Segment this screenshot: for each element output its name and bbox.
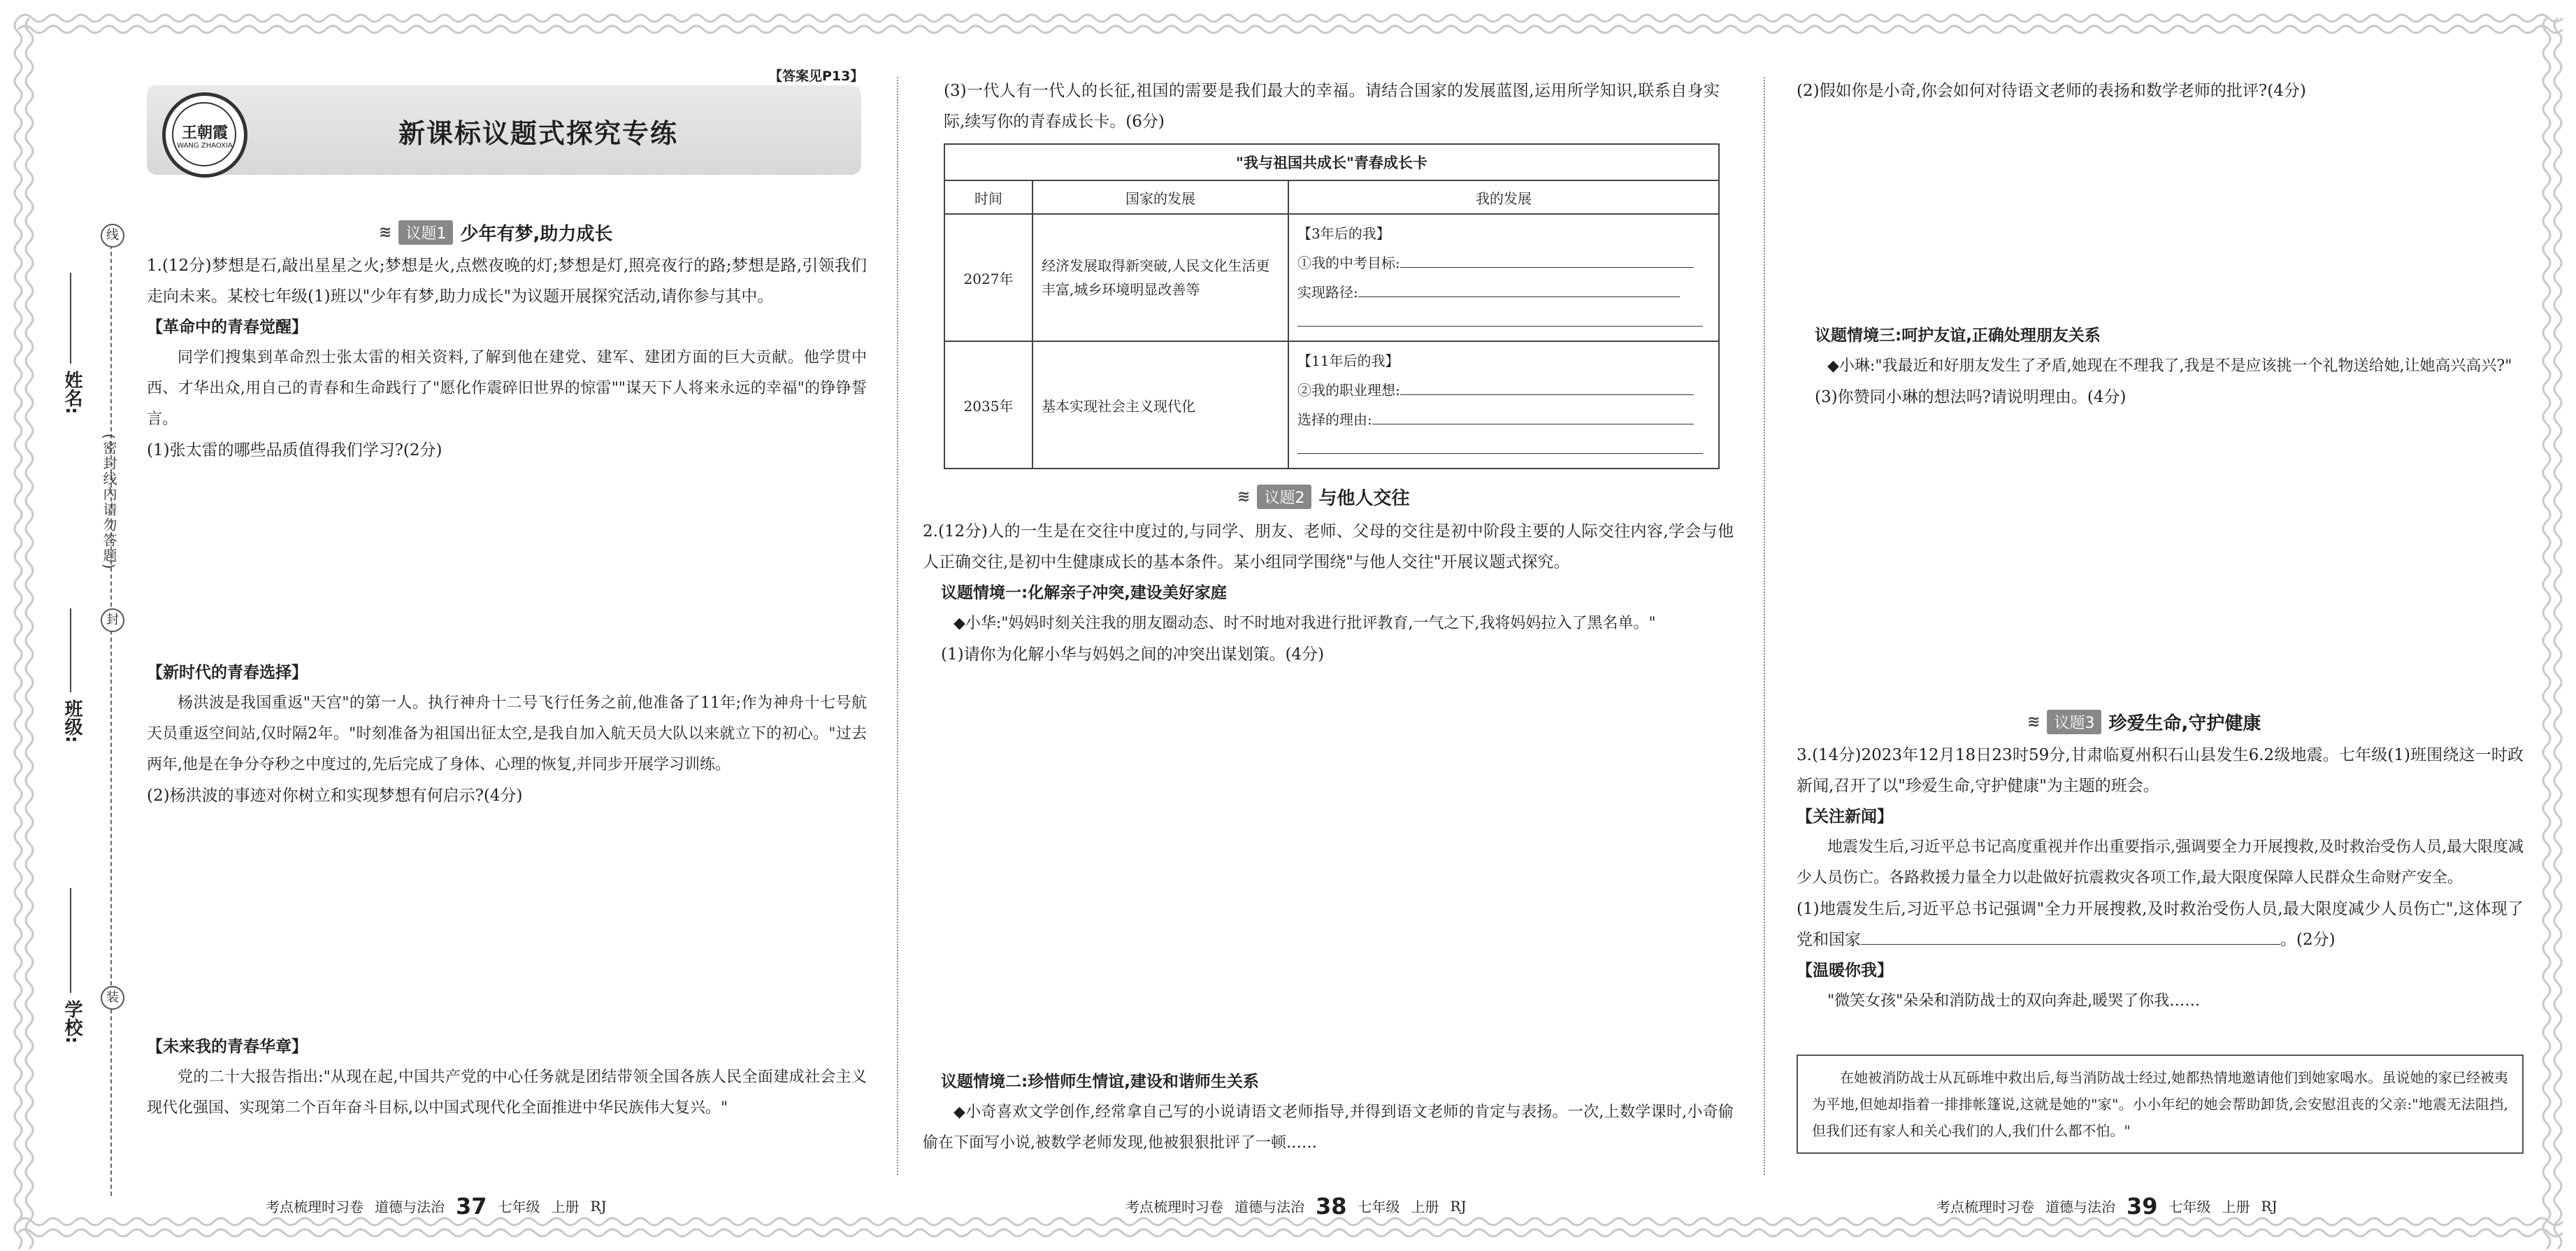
row-me-line1: ②我的职业理想:: [1297, 382, 1400, 399]
answer-blank[interactable]: [1297, 434, 1703, 454]
topic-tag: 议题1: [398, 220, 453, 245]
row-me-line2: 实现路径:: [1297, 284, 1358, 301]
name-label: 姓名:: [62, 371, 82, 415]
binding-margin: [57, 168, 134, 1077]
story-text: 在她被消防战士从瓦砾堆中救出后,每当消防战士经过,她都热情地邀请他们到她家喝水。虽说她的家已经被夷为平地,但她却指着一排排帐篷说,这就是她的"家"。小小年纪的她会帮助卸货,会安慰沮丧的父亲:"地震无法阻挡,但我们还有家人和关心我们的人,我们什么都不怕。": [1812, 1069, 2508, 1139]
column-header: 我的发展: [1288, 180, 1719, 214]
answer-reference: 【答案见P13】: [769, 69, 864, 84]
row-nation: 基本实现社会主义现代化: [1032, 341, 1288, 469]
section-heading: 【关注新闻】: [1797, 808, 1893, 826]
page-footer: [1125, 1161, 1467, 1251]
table-row: [944, 214, 1719, 341]
question-3: [1797, 740, 2524, 1017]
scenario-text: ◆小琳:"我最近和好朋友发生了矛盾,她现在不理我了,我是不是应该挑一个礼物送给她,让她高兴高兴?": [1827, 357, 2512, 375]
sub-question-text: (1)地震发生后,习近平总书记强调"全力开展搜救,及时救治受伤人员,最大限度减少人员伤亡",这体现了党和国家: [1797, 900, 2524, 949]
answer-blank[interactable]: [1372, 404, 1694, 424]
footer-term: 上册: [2222, 1199, 2250, 1215]
material-text: "微笑女孩"朵朵和消防战士的双向奔赴,暖哭了你我……: [1827, 992, 2201, 1010]
question-1-part-3: [147, 1031, 867, 1124]
topic-title: 珍爱生命,守护健康: [2108, 713, 2261, 734]
row-time: 2035年: [944, 341, 1032, 469]
row-me-heading: 【3年后的我】: [1297, 225, 1390, 242]
growth-card-table: [944, 143, 1720, 469]
wave-icon: ≋: [2027, 713, 2041, 731]
sub-question: (1)请你为化解小华与妈妈之间的冲突出谋划策。(4分): [941, 645, 1325, 664]
answer-blank[interactable]: [1400, 375, 1694, 395]
footer-version: RJ: [2261, 1197, 2278, 1215]
question-2-part-2-prompt: [1797, 76, 2524, 106]
story-box: [1797, 1055, 2524, 1154]
sub-question: (2)假如你是小奇,你会如何对待语文老师的表扬和数学老师的批评?(4分): [1797, 82, 2306, 100]
topic-title: 少年有梦,助力成长: [460, 224, 613, 245]
section-heading: 【新时代的青春选择】: [147, 664, 308, 682]
question-stem: 1.(12分)梦想是石,敲出星星之火;梦想是火,点燃夜晚的灯;梦想是灯,照亮夜行的路;梦想是路,引领我们走向未来。某校七年级(1)班以"少年有梦,助力成长"为议题开展探究活动,请你参与其中。: [147, 257, 867, 306]
wave-icon: ≋: [379, 224, 392, 241]
scenario-text: ◆小华:"妈妈时刻关注我的朋友圈动态、时不时地对我进行批评教育,一气之下,我将妈妈拉入了黑名单。": [954, 615, 1656, 632]
question-2-part-3: [1797, 320, 2524, 413]
column-divider: [1764, 77, 1765, 1175]
logo-text: 王朝霞: [181, 124, 228, 142]
column-divider: [897, 77, 898, 1175]
topic-title: 与他人交往: [1318, 488, 1410, 509]
scenario-text: ◆小奇喜欢文学创作,经常拿自己写的小说请语文老师指导,并得到语文老师的肯定与表扬。一次,上数学课时,小奇偷偷在下面写小说,被数学老师发现,他被狠狠批评了一顿……: [923, 1103, 1734, 1152]
row-me-heading: 【11年后的我】: [1297, 352, 1399, 369]
footer-subject: 道德与法治: [2045, 1199, 2115, 1215]
column-header: 国家的发展: [1032, 180, 1288, 214]
answer-blank[interactable]: [1297, 306, 1703, 327]
material-text: 同学们搜集到革命烈士张太雷的相关资料,了解到他在建党、建军、建团方面的巨大贡献。他学贯中西、才华出众,用自己的青春和生命践行了"愿化作震碎旧世界的惊雷""谋天下人将来永远的幸福"的铮铮誓言。: [147, 349, 867, 428]
row-me-line1: ①我的中考目标:: [1297, 255, 1400, 271]
question-1-part-3-prompt: [944, 76, 1720, 137]
scenario-heading: 议题情境三:呵护友谊,正确处理朋友关系: [1815, 327, 2101, 345]
school-label: 学校:: [62, 1000, 82, 1044]
bind-marker: 装: [101, 986, 124, 1010]
table-caption: "我与祖国共成长"青春成长卡: [944, 144, 1719, 180]
topic-heading-1: [379, 220, 612, 245]
answer-blank[interactable]: [1400, 248, 1694, 268]
page-38: [923, 0, 1734, 1251]
sub-question: (3)一代人有一代人的长征,祖国的需要是我们最大的幸福。请结合国家的发展蓝图,运用所学知识,联系自身实际,续写你的青春成长卡。(6分): [944, 82, 1720, 131]
footer-grade: 七年级: [1358, 1199, 1400, 1215]
footer-series: 考点梳理时习卷: [1936, 1199, 2034, 1215]
question-stem: 3.(14分)2023年12月18日23时59分,甘肃临夏州积石山县发生6.2级地震。七年级(1)班围绕这一时政新闻,召开了以"珍爱生命,守护健康"为主题的班会。: [1797, 746, 2524, 795]
row-nation: 经济发展取得新突破,人民文化生活更丰富,城乡环境明显改善等: [1032, 214, 1288, 341]
section-heading: 【温暖你我】: [1797, 962, 1893, 980]
footer-term: 上册: [551, 1199, 580, 1215]
page-title: 新课标议题式探究专练: [398, 118, 679, 149]
page-footer: [1936, 1161, 2278, 1251]
row-me-line2: 选择的理由:: [1297, 411, 1372, 428]
row-me: [1288, 214, 1719, 341]
section-heading: 【未来我的青春华章】: [147, 1038, 308, 1056]
table-row: [944, 341, 1719, 469]
footer-subject: 道德与法治: [1235, 1199, 1304, 1215]
question-2-part-2: [923, 1066, 1734, 1159]
footer-subject: 道德与法治: [375, 1199, 445, 1215]
sub-question: (3)你赞同小琳的想法吗?请说明理由。(4分): [1815, 388, 2127, 406]
publisher-logo: [162, 92, 247, 178]
question-1: [147, 250, 867, 466]
page-39: [1797, 0, 2524, 1251]
question-1-part-2: [147, 657, 867, 811]
title-banner: [147, 85, 861, 175]
scenario-heading: 议题情境二:珍惜师生情谊,建设和谐师生关系: [941, 1073, 1259, 1091]
topic-heading-3: [2027, 709, 2261, 735]
sub-question: (2)杨洪波的事迹对你树立和实现梦想有何启示?(4分): [147, 787, 523, 805]
answer-blank[interactable]: [1358, 277, 1680, 297]
column-header: 时间: [944, 180, 1032, 214]
footer-version: RJ: [590, 1197, 607, 1215]
name-blank: [70, 273, 71, 364]
page-number: 37: [456, 1192, 487, 1220]
footer-series: 考点梳理时习卷: [266, 1199, 364, 1215]
material-text: 地震发生后,习近平总书记高度重视并作出重要指示,强调要全力开展搜救,及时救治受伤人员,最大限度减少人员伤亡。各路救援力量全力以赴做好抗震救灾各项工作,最大限度保障人民群众生命财产安全。: [1797, 838, 2524, 887]
seal-dashed-line: [110, 231, 112, 1196]
footer-series: 考点梳理时习卷: [1125, 1199, 1223, 1215]
logo-subtext: WANG ZHAOXIA: [177, 142, 233, 150]
material-text: 杨洪波是我国重返"天宫"的第一人。执行神舟十二号飞行任务之前,他准备了11年;作为神舟十七号航天员重返空间站,仅时隔2年。"时刻准备为祖国出征太空,是我自加入航天员大队以来就立下的初心。"过去两年,他是在争分夺秒之中度过的,先后完成了身体、心理的恢复,并同步开展学习训练。: [147, 694, 867, 773]
line-marker: 线: [101, 224, 124, 248]
footer-term: 上册: [1411, 1199, 1439, 1215]
sub-question: (1)张太雷的哪些品质值得我们学习?(2分): [147, 441, 442, 459]
question-2: [923, 516, 1734, 670]
material-text: 党的二十大报告指出:"从现在起,中国共产党的中心任务就是团结带领全国各族人民全面建成社会主义现代化强国、实现第二个百年奋斗目标,以中国式现代化全面推进中华民族伟大复兴。": [147, 1068, 867, 1117]
question-stem: 2.(12分)人的一生是在交往中度过的,与同学、朋友、老师、父母的交往是初中阶段主要的人际交往内容,学会与他人正确交往,是初中生健康成长的基本条件。某小组同学围绕"与他人交往"开展议题式探究。: [923, 522, 1734, 571]
sub-question: [1797, 894, 2524, 955]
class-blank: [70, 608, 71, 692]
sub-question-score: 。(2分): [2280, 931, 2336, 949]
wave-icon: ≋: [1237, 488, 1251, 506]
answer-blank[interactable]: [1861, 924, 2280, 945]
seal-notice: (密封线内请勿答题): [101, 434, 117, 571]
footer-version: RJ: [1450, 1197, 1467, 1215]
page-37: [147, 0, 867, 1251]
footer-grade: 七年级: [498, 1199, 540, 1215]
row-time: 2027年: [944, 214, 1032, 341]
class-label: 班级:: [62, 699, 82, 743]
school-blank: [70, 888, 71, 993]
scenario-heading: 议题情境一:化解亲子冲突,建设美好家庭: [941, 584, 1227, 602]
row-me: [1288, 341, 1719, 469]
topic-heading-2: [1237, 484, 1409, 510]
page-number: 39: [2127, 1192, 2158, 1220]
topic-tag: 议题2: [1257, 485, 1311, 509]
footer-grade: 七年级: [2168, 1199, 2211, 1215]
page-footer: [266, 1161, 607, 1251]
topic-tag: 议题3: [2047, 710, 2101, 734]
seal-marker: 封: [101, 608, 124, 632]
page-number: 38: [1316, 1192, 1347, 1220]
section-heading: 【革命中的青春觉醒】: [147, 318, 308, 336]
